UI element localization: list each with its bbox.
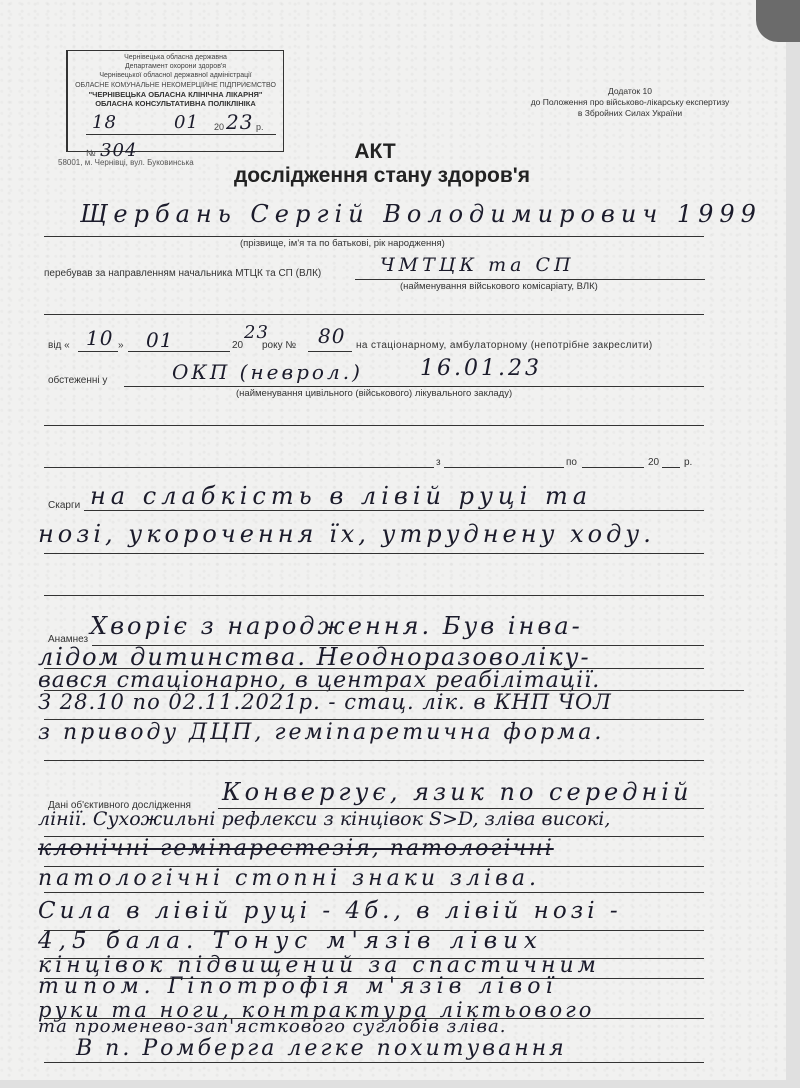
examined-at-value: ОКП (неврол.) — [172, 360, 363, 384]
period-from-label: з — [436, 457, 441, 468]
stamp-year: 23 — [226, 110, 254, 134]
document-title: АКТ — [354, 140, 396, 163]
stamp-year-suffix: р. — [256, 122, 264, 132]
anamnesis-line: вався стаціонарно, в центрах реабілітації. — [38, 668, 601, 693]
patient-name: Щербань Сергій Володимирович 1999 — [80, 200, 762, 228]
objective-label: Дані об'єктивного дослідження — [48, 800, 191, 811]
stamp-line: ОБЛАСНА КОНСУЛЬТАТИВНА ПОЛІКЛІНІКА — [95, 99, 256, 109]
stamp-number-value: 304 — [100, 140, 138, 161]
from-label: від « — [48, 340, 70, 351]
referral-label: перебував за направленням начальника МТЦК та СП (ВЛК) — [44, 268, 322, 279]
referral-number: 80 — [318, 324, 346, 348]
treatment-type: на стаціонарному, амбулаторному (непотрібне закреслити) — [356, 340, 653, 351]
complaints-line: нозі, укорочення їх, утруднену ходу. — [38, 520, 655, 548]
referral-month: 01 — [146, 328, 174, 352]
referral-year-prefix: 20 — [232, 340, 244, 351]
stamp-year-prefix: 20 — [214, 122, 225, 132]
objective-line: патологічні стопні знаки зліва. — [38, 866, 540, 891]
stamp-address: 58001, м. Чернівці, вул. Буковинська — [58, 158, 194, 167]
objective-line: лінії. Сухожильні рефлекси з кінцівок S>D, зліва високі, — [38, 808, 611, 830]
name-caption: (прізвище, ім'я та по батькові, рік народження) — [240, 238, 445, 249]
period-to-label: по — [566, 457, 577, 468]
objective-line: типом. Гіпотрофія м'язів лівої — [38, 974, 558, 999]
anamnesis-line: з приводу ДЦП, геміпаретична форма. — [38, 720, 605, 745]
objective-line: кінцівок підвищений за спастичним — [38, 953, 600, 978]
examined-at-label: обстеженні у — [48, 375, 108, 386]
appendix-line: до Положення про військово-лікарську експертизу — [530, 97, 730, 107]
corner-fold — [756, 0, 800, 42]
stamp-date — [86, 112, 282, 136]
examination-date: 16.01.23 — [420, 356, 542, 381]
appendix-note — [480, 86, 780, 119]
objective-line: Сила в лівій руці - 4б., в лівій нозі - — [38, 898, 622, 924]
referral-caption: (найменування військового комісаріату, ВЛК) — [400, 281, 598, 292]
period-suffix: р. — [684, 457, 693, 468]
stamp-line: ОБЛАСНЕ КОМУНАЛЬНЕ НЕКОМЕРЦІЙНЕ ПІДПРИЄМСТВО — [75, 81, 276, 89]
anamnesis-line: З 28.10 по 02.11.2021р. - стац. лік. в КНП ЧОЛ — [38, 690, 612, 714]
appendix-line: Додаток 10 — [608, 86, 652, 96]
institution-stamp — [66, 50, 284, 152]
stamp-day: 18 — [92, 112, 117, 133]
stamp-line: Департамент охорони здоров'я — [124, 63, 227, 71]
objective-line: В п. Ромберга легке похитування — [76, 1036, 567, 1061]
stamp-month: 01 — [174, 112, 199, 133]
referral-year: 23 — [244, 322, 269, 343]
examined-at-caption: (найменування цивільного (військового) лікувального закладу) — [236, 388, 513, 399]
objective-line: Конвергує, язик по середній — [222, 778, 693, 806]
document-subtitle: дослідження стану здоров'я — [233, 164, 531, 187]
stamp-line: Чернівецька обласна державна — [124, 54, 227, 61]
objective-line: та променево-зап'ясткового суглобів зліва. — [38, 1016, 507, 1037]
page-edge — [0, 1080, 800, 1088]
objective-line: руки та ноги, контрактура ліктьового — [38, 998, 595, 1022]
period-year-prefix: 20 — [648, 457, 660, 468]
anamnesis-line: лідом дитинства. Неодноразоволіку- — [38, 643, 591, 671]
referral-day: 10 — [86, 326, 114, 350]
stamp-number-label: № — [86, 148, 96, 158]
appendix-line: в Збройних Силах України — [577, 108, 683, 118]
page-edge — [786, 42, 800, 1088]
objective-line: 4,5 бала. Тонус м'язів лівих — [38, 928, 543, 954]
referral-year-label: року № — [262, 340, 297, 351]
close-quote: » — [118, 340, 124, 351]
complaints-label: Скарги — [48, 500, 81, 511]
stamp-line: Чернівецької обласної державної адміністрації — [99, 72, 252, 80]
complaints-line: на слабкість в лівій руці та — [90, 482, 593, 510]
stamp-line: "ЧЕРНІВЕЦЬКА ОБЛАСНА КЛІНІЧНА ЛІКАРНЯ" — [88, 89, 263, 99]
anamnesis-label: Анамнез — [48, 634, 89, 645]
objective-line: клонічні геміпарестезія, патологічні — [38, 836, 554, 861]
referral-value: ЧМТЦК та СП — [380, 254, 575, 276]
anamnesis-line: Хворіє з народження. Був інва- — [90, 612, 583, 640]
